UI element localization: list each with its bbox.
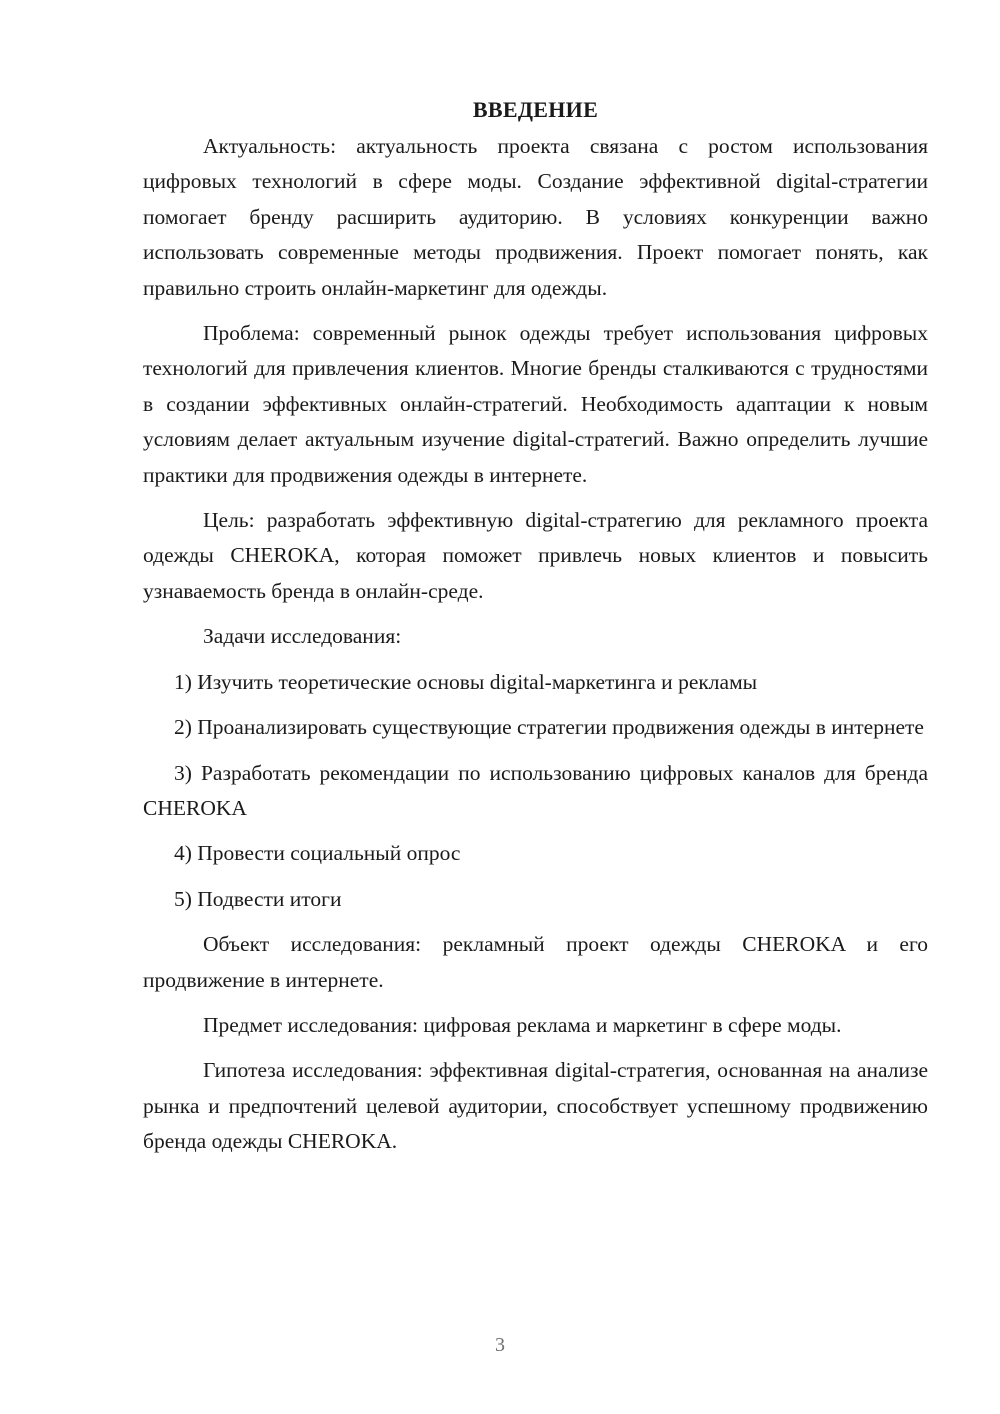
paragraph-object: Объект исследования: рекламный проект одежды CHEROKA и его продвижение в интернете. [143, 932, 928, 992]
paragraph-problem: Проблема: современный рынок одежды требует использования цифровых технологий для привлечения клиентов. Многие бренды сталкиваются с трудностями в создании эффективных онлайн-стратегий. Необходимость адаптации к новым условиям делает актуальным изучение digital-стратегий. Важно определить лучшие практики для продвижения одежды в интернете. [143, 321, 928, 487]
page-title: ВВЕДЕНИЕ [472, 97, 599, 122]
task-item-3: 3) Разработать рекомендации по использованию цифровых каналов для бренда CHEROKA [143, 760, 928, 820]
paragraph-goal: Цель: разработать эффективную digital-стратегию для рекламного проекта одежды CHEROKA, которая поможет привлечь новых клиентов и повысить узнаваемость бренда в онлайн-среде. [143, 508, 928, 603]
task-item-1: 1) Изучить теоретические основы digital-маркетинга и рекламы [174, 669, 758, 694]
paragraph-subject: Предмет исследования: цифровая реклама и маркетинг в сфере моды. [203, 1012, 842, 1037]
task-item-2: 2) Проанализировать существующие стратегии продвижения одежды в интернете [174, 715, 924, 740]
task-item-4: 4) Провести социальный опрос [174, 841, 461, 866]
task-item-5: 5) Подвести итоги [174, 886, 342, 911]
document-page [143, 92, 928, 1170]
tasks-label: Задачи исследования: [203, 624, 402, 649]
paragraph-relevance: Актуальность: актуальность проекта связана с ростом использования цифровых технологий в сфере моды. Создание эффективной digital-стратегии помогает бренду расширить аудиторию. В условиях конкуренции важно использовать современные методы продвижения. Проект помогает понять, как правильно строить онлайн-маркетинг для одежды. [143, 134, 928, 300]
page-number: 3 [495, 1334, 505, 1356]
paragraph-hypothesis: Гипотеза исследования: эффективная digital-стратегия, основанная на анализе рынка и предпочтений целевой аудитории, способствует успешному продвижению бренда одежды CHEROKA. [143, 1058, 928, 1154]
